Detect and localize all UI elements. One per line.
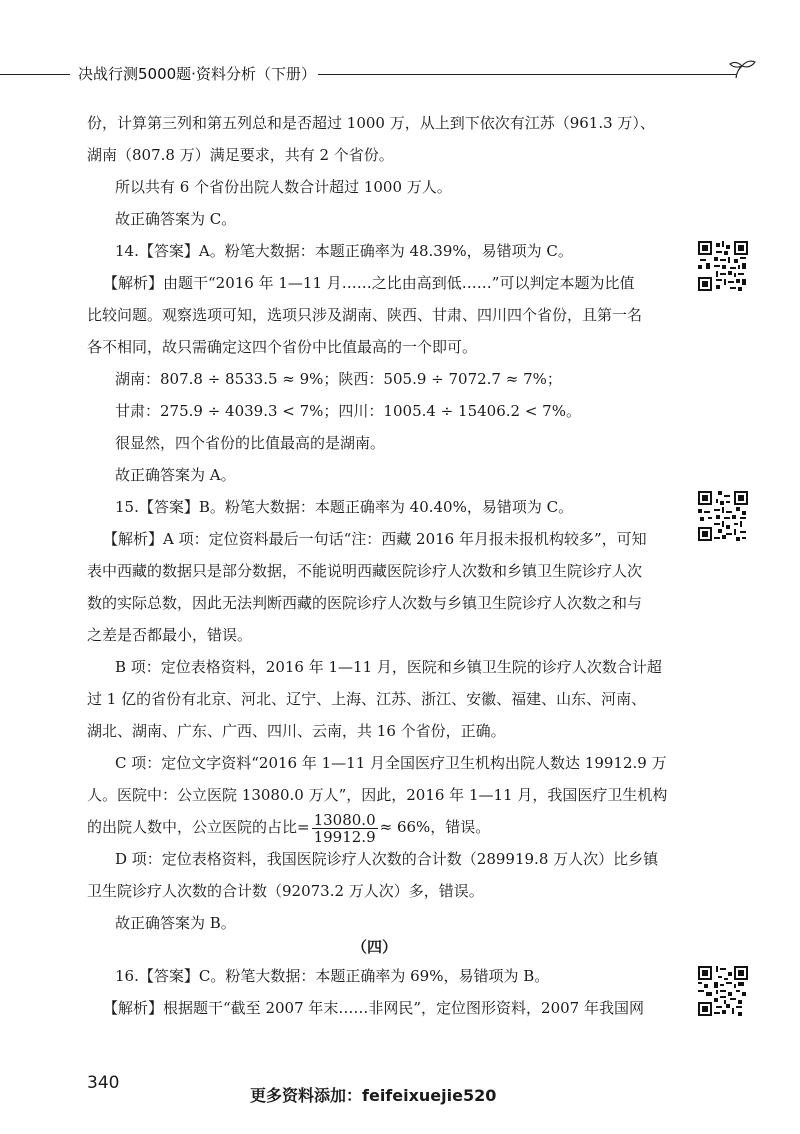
- header-title: 决战行测5000题·资料分析（下册）: [78, 65, 316, 83]
- text-line: 故正确答案为 C。: [115, 210, 237, 228]
- page-number: 340: [87, 1073, 120, 1093]
- text-line: 表中西藏的数据只是部分数据，不能说明西藏医院诊疗人次数和乡镇卫生院诊疗人次: [87, 562, 643, 580]
- text-line: 卫生院诊疗人次数的合计数（92073.2 万人次）多，错误。: [87, 882, 484, 900]
- fraction-line: [87, 807, 490, 847]
- text-line: 数的实际总数，因此无法判断西藏的医院诊疗人次数与乡镇卫生院诊疗人次数之和与: [87, 594, 643, 612]
- text-line: 所以共有 6 个省份出院人数合计超过 1000 万人。: [115, 178, 452, 196]
- text-line: 份，计算第三列和第五列总和是否超过 1000 万，从上到下依次有江苏（961.3 万）、: [87, 114, 655, 132]
- fraction-suffix: ≈ 66%，错误。: [379, 818, 491, 836]
- calc-line: 甘肃：275.9 ÷ 4039.3 < 7%；四川：1005.4 ÷ 15406.2 < 7%。: [115, 402, 581, 420]
- qr-code-icon[interactable]: [698, 966, 748, 1016]
- qr-code-icon[interactable]: [698, 241, 748, 291]
- qr-code-icon[interactable]: [698, 491, 748, 541]
- option-d: D 项：定位表格资料，我国医院诊疗人次数的合计数（289919.8 万人次）比乡镇: [115, 850, 659, 868]
- fraction-prefix: 的出院人数中，公立医院的占比=: [87, 818, 310, 836]
- analysis-14: 【解析】由题干“2016 年 1—11 月……之比由高到低……”可以判定本题为比值: [103, 274, 635, 292]
- answer-15: 15.【答案】B。粉笔大数据：本题正确率为 40.40%，易错项为 C。: [115, 498, 574, 516]
- fraction-denominator: 19912.9: [313, 827, 376, 846]
- fraction-numerator: 13080.0: [313, 810, 376, 829]
- text-line: 各不相同，故只需确定这四个省份中比值最高的一个即可。: [87, 338, 478, 356]
- text-line: 比较问题。观察选项可知，选项只涉及湖南、陕西、甘肃、四川四个省份，且第一名: [87, 306, 643, 324]
- header-rule-left: [0, 74, 70, 75]
- text-line: 很显然，四个省份的比值最高的是湖南。: [115, 434, 386, 452]
- option-c: C 项：定位文字资料“2016 年 1—11 月全国医疗卫生机构出院人数达 19912.9 万: [115, 754, 667, 772]
- header-rule-right: [318, 74, 736, 75]
- text-line: 人。医院中：公立医院 13080.0 万人”，因此，2016 年 1—11 月，我国医疗卫生机构: [87, 786, 668, 804]
- calc-line: 湖南：807.8 ÷ 8533.5 ≈ 9%；陕西：505.9 ÷ 7072.7 ≈ 7%；: [115, 370, 562, 388]
- section-heading: （四）: [352, 938, 398, 956]
- footer-note: 更多资料添加：feifeixuejie520: [250, 1086, 497, 1105]
- text-line: 故正确答案为 B。: [115, 914, 236, 932]
- analysis-15: 【解析】A 项：定位资料最后一句话“注：西藏 2016 年月报未报机构较多”，可知: [103, 530, 647, 548]
- running-header: [0, 60, 800, 90]
- text-line: 湖北、湖南、广东、广西、四川、云南，共 16 个省份，正确。: [87, 722, 506, 740]
- option-b: B 项：定位表格资料，2016 年 1—11 月，医院和乡镇卫生院的诊疗人次数合计超: [115, 658, 662, 676]
- text-line: 过 1 亿的省份有北京、河北、辽宁、上海、江苏、浙江、安徽、福建、山东、河南、: [87, 690, 647, 708]
- answer-16: 16.【答案】C。粉笔大数据：本题正确率为 69%，易错项为 B。: [115, 967, 550, 985]
- analysis-16: 【解析】根据题干“截至 2007 年末……非网民”，定位图形资料，2007 年我国网: [103, 999, 644, 1017]
- text-line: 之差是否都最小，错误。: [87, 626, 253, 644]
- sprout-icon: [728, 58, 758, 80]
- text-line: 故正确答案为 A。: [115, 466, 236, 484]
- fraction: [312, 812, 378, 845]
- answer-14: 14.【答案】A。粉笔大数据：本题正确率为 48.39%，易错项为 C。: [115, 242, 573, 260]
- text-line: 湖南（807.8 万）满足要求，共有 2 个省份。: [87, 146, 394, 164]
